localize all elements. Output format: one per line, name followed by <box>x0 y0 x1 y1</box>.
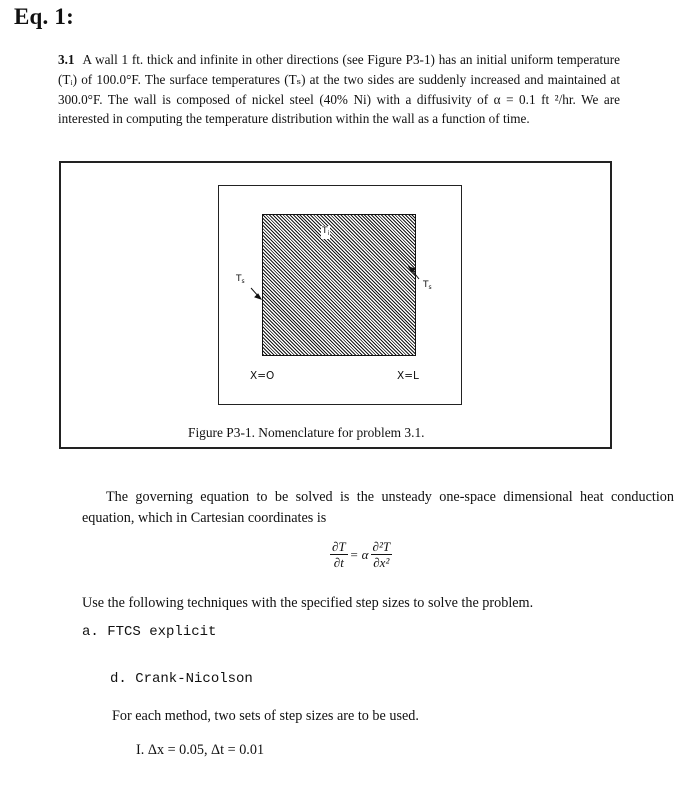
instruction-text: Use the following techniques with the specified step sizes to solve the problem. <box>82 595 534 611</box>
equation-operator: = α <box>349 546 369 562</box>
heading: Eq. 1: <box>14 4 74 29</box>
heat-equation <box>330 539 392 570</box>
method-d: d. Crank-Nicolson <box>110 671 253 687</box>
position-label-x0: X=O <box>250 370 275 382</box>
method-a: a. FTCS explicit <box>82 624 217 640</box>
problem-statement <box>58 50 620 129</box>
governing-equation-text: The governing equation to be solved is the unsteady one-space dimensional heat conduction equation, which in Cartesian coordinates is <box>82 489 674 526</box>
right-surface-temperature-label: $T_s$ <box>423 280 432 291</box>
left-surface-temperature-label: $T_s$ <box>236 274 245 285</box>
figure-caption: Figure P3-1. Nomenclature for problem 3.1. <box>188 425 425 440</box>
position-label-xl: X=L <box>397 370 419 382</box>
problem-text: A wall 1 ft. thick and infinite in other directions (see Figure P3-1) has an initial uniform temperature (Tᵢ) of 100.0°F. The surface temperatures (Tₛ) at the two sides are suddenly increased and maintained at 300.0°F. The wall is composed of nickel steel (40% Ni) with a diffusivity of α = 0.1 ft ²/hr. We are interested in computing the temperature distribution within the wall as a function of time. <box>58 52 620 127</box>
rhs-fraction: $\frac{\text{∂²T}}{\text{∂x²}}$ <box>372 539 391 570</box>
problem-number: 3.1 <box>58 52 75 67</box>
lhs-fraction: $\frac{\partial T}{\partial t}$ <box>332 539 346 570</box>
wall-hatched-region <box>262 214 416 356</box>
step-size-set-1: I. Δx = 0.05, Δt = 0.01 <box>136 742 265 758</box>
step-size-note: For each method, two sets of step sizes are to be used. <box>112 708 419 724</box>
interior-temperature-label: $T_i$ <box>322 226 330 237</box>
